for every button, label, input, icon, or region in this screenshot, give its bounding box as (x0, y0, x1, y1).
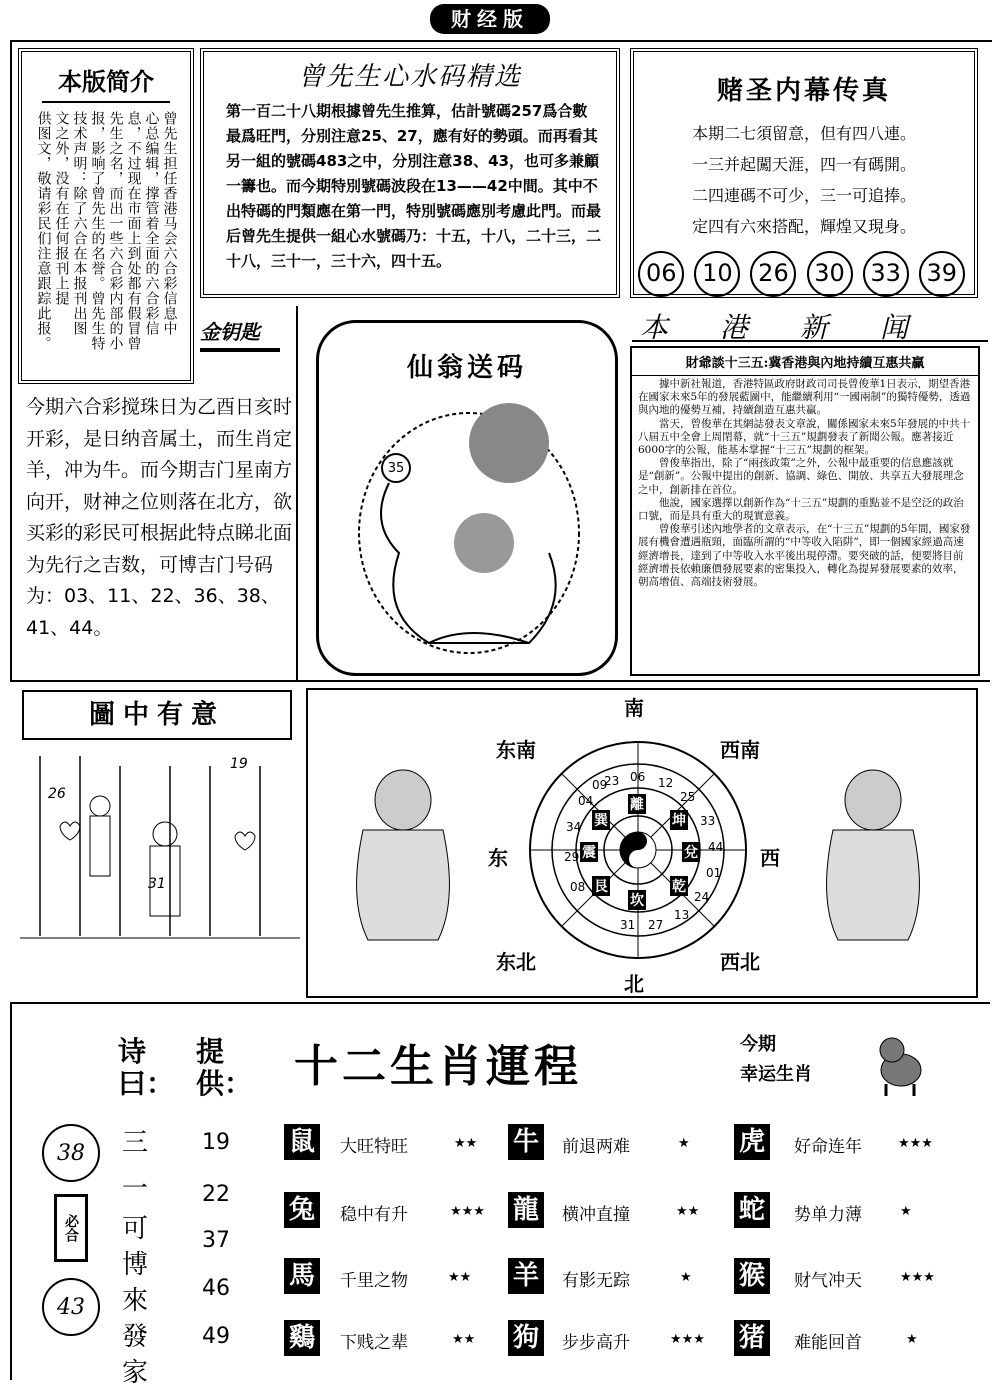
dir-e: 东 (488, 846, 508, 870)
compass-num: 13 (674, 908, 690, 922)
zodiac-char: 狗 (508, 1320, 544, 1356)
zodiac-text: 稳中有升 (340, 1205, 408, 1225)
news-para: 曾俊華指出，除了“兩孩政策”之外，公報中最重要的信息應該就是“創新”。公報中提出的創新、協調、綠色、開放、共享五大發展理念之中，創新排在首位。 (638, 457, 964, 496)
zodiac-text: 千里之物 (340, 1271, 408, 1291)
provider-num: 22 (202, 1182, 230, 1207)
news-headline: 財爺談十三五:冀香港與內地持續互惠共贏 (632, 348, 978, 376)
dir-w: 西 (760, 846, 780, 870)
dusheng-number: 10 (694, 251, 740, 297)
provider-num: 37 (202, 1228, 230, 1253)
news-para: 曾俊華引述內地學者的文章表示，在“十三五”規劃的5年間，國家發展有機會遭遇瓶頸，面臨所謂的“中等收入陷阱”，即一個國家經過高速經濟增長，達到了中等收入水平後出現停滯。要突破的話，便要將目前經濟增長依賴廉價發展要素的密集投入，轉化為提昇發展要素的效率，朝高增值、高端技術發展。 (638, 523, 971, 589)
dir-sw: 西南 (720, 738, 760, 762)
dusheng-number: 30 (807, 251, 853, 297)
lucky-animal-icon (866, 1028, 936, 1098)
zodiac-stars: ★ (906, 1332, 918, 1347)
zodiac-sub1: 今期 (740, 1034, 776, 1055)
bottom-frame (10, 1004, 12, 1380)
compass-num: 34 (566, 820, 582, 834)
seal-top: 38 (42, 1124, 100, 1182)
tuzhong-num: 26 (48, 786, 66, 802)
caishen-underline (200, 348, 280, 352)
dusheng-number: 26 (750, 251, 796, 297)
seal-bot: 43 (42, 1278, 100, 1336)
poem-line: 三 (122, 1128, 149, 1158)
zodiac-stars: ★ (900, 1204, 912, 1219)
intro-col: 供图文，敬请彩民们注意跟踪此报。 (35, 111, 52, 351)
zodiac-char: 鷄 (284, 1320, 320, 1356)
xinshui-text: 第一百二十八期根據曾先生推算，估計號碼257爲合數最爲旺門，分別注意25、27，應有好的勢頭。而再看其另一組的號碼483之中，分別注意38、43，也可多兼顧一籌也。而今期特別號碼波段在13——42中間。其中不出特碼的門類應在第一門，特別號碼應別考慮此門。而最后曾先生提供一組心水號碼乃：十五，十八，二十三，二十八，三十一，三十六，四十五。 (226, 102, 602, 270)
zodiac-stars: ★ (680, 1270, 692, 1285)
compass-num: 06 (630, 770, 646, 784)
xianweng-number: 35 (381, 453, 411, 483)
zodiac-char: 馬 (284, 1258, 320, 1294)
news-para: 據中新社報道，香港特區政府財政司司長曾俊華1日表示，期望香港在國家未來5年的發展藍圖中，能繼續利用“一國兩制”的獨特優勢，透過與內地的優勢互補，持續創造互惠共贏。 (638, 378, 971, 417)
dusheng-box (630, 48, 978, 298)
zodiac-text: 难能回首 (794, 1333, 862, 1353)
zodiac-stars: ★★★ (900, 1270, 935, 1285)
zodiac-char: 牛 (508, 1124, 544, 1160)
xinshui-title: 曾先生心水码精选 (297, 62, 522, 92)
zodiac-char: 猴 (734, 1258, 770, 1294)
dusheng-number: 06 (638, 251, 684, 297)
dusheng-title: 赌圣内幕传真 (716, 76, 891, 106)
poem-line: 發 (122, 1322, 149, 1352)
compass-box (306, 688, 978, 998)
caishen-text: 今期六合彩搅珠日为乙酉日亥时开彩，是日纳音属土，而生肖定羊，冲为牛。而今期吉门星南方向开，财神之位则落在北方，欲买彩的彩民可根据此特点睇北面为先行之吉数，可博吉门号码为：03、11、22、36、38、41、44。 (26, 396, 293, 639)
compass-inner: 巽 (592, 810, 610, 830)
zodiac-stars: ★★★ (450, 1204, 485, 1219)
dir-se: 东南 (496, 738, 536, 762)
intro-col: 先生之名，而出一些六合彩内部的小 (107, 111, 124, 351)
dir-nw: 西北 (720, 950, 760, 974)
compass-inner: 艮 (592, 876, 610, 896)
zodiac-stars: ★★ (452, 1332, 476, 1347)
compass-num: 01 (706, 866, 722, 880)
intro-col: 报，影响了曾先生的名誉。曾先生特 (89, 111, 106, 351)
tuzhong-num: 31 (148, 876, 166, 892)
intro-box (18, 48, 194, 384)
zodiac-text: 前退两难 (562, 1137, 630, 1157)
zodiac-text: 财气冲天 (794, 1271, 862, 1291)
poem-line: 家 (122, 1358, 149, 1388)
zodiac-char: 猪 (734, 1320, 770, 1356)
zodiac-text: 好命连年 (794, 1137, 862, 1157)
xianweng-illustration (329, 383, 609, 663)
divider (296, 306, 298, 680)
intro-col: 息，不过现在市面上到处都有假冒曾 (125, 111, 142, 351)
dir-n: 北 (624, 972, 644, 996)
zodiac-text: 步步高升 (562, 1333, 630, 1353)
xianweng-box (316, 320, 618, 676)
poem-line: 可 (122, 1214, 149, 1244)
news-box (630, 346, 980, 676)
zodiac-char: 虎 (734, 1124, 770, 1160)
xinshui-box (200, 48, 620, 298)
zodiac-char: 龍 (508, 1192, 544, 1228)
seal-mid: 必合 (54, 1194, 88, 1262)
intro-title: 本版简介 (42, 62, 170, 103)
zodiac-stars: ★★ (448, 1270, 472, 1285)
provider-num: 46 (202, 1276, 230, 1301)
poem-line: 博 (122, 1250, 149, 1280)
compass-num: 31 (620, 918, 636, 932)
compass-num: 04 (578, 794, 594, 808)
intro-col: 曾先生担任香港马会六合彩信息中 (161, 111, 178, 336)
divider (10, 680, 990, 682)
compass-num: 33 (700, 814, 716, 828)
tuzhong-title-box (22, 690, 292, 740)
dusheng-number: 39 (919, 251, 965, 297)
zodiac-sub2: 幸运生肖 (740, 1064, 812, 1085)
poem-label: 诗曰： (118, 1035, 175, 1100)
provider-num: 49 (202, 1324, 230, 1349)
compass-num: 44 (708, 840, 724, 854)
dir-ne: 东北 (496, 950, 536, 974)
zodiac-text: 下贱之辈 (340, 1333, 408, 1353)
tuzhong-cartoon (20, 746, 300, 946)
tuzhong-title: 圖中有意 (88, 700, 225, 730)
zodiac-text: 有影无踪 (562, 1271, 630, 1291)
tuzhong-num: 19 (230, 756, 248, 772)
figure-right (808, 750, 938, 950)
edition-badge: 财经版 (430, 4, 550, 34)
compass-num: 25 (680, 790, 696, 804)
compass-num: 12 (658, 776, 674, 790)
zodiac-char: 鼠 (284, 1124, 320, 1160)
intro-col: 文之外，没有在任何报刊上提 (53, 111, 70, 306)
zodiac-text: 势单力薄 (794, 1205, 862, 1225)
dusheng-line: 本期二七須留意，但有四八連。 (691, 124, 916, 143)
compass-inner: 兌 (682, 842, 700, 862)
news-para: 當天，曾俊華在其網誌發表文章說，關係國家未來5年發展的中共十八屆五中全會上周閉幕，就“十三五”規劃發表了新聞公報。應著接近6000字的公報，能基本掌握“十三五”規劃的框架。 (638, 417, 971, 457)
dusheng-line: 二四連碼不可少，三一可追捧。 (691, 186, 916, 205)
zodiac-char: 羊 (508, 1258, 544, 1294)
divider (10, 1002, 990, 1004)
compass-num: 27 (648, 918, 664, 932)
provider-num: 19 (202, 1130, 230, 1155)
dusheng-line: 一三并起闖天涯，四一有碼開。 (691, 155, 916, 174)
news-para: 他說，國家選擇以創新作為“十三五”規劃的重點並不是空泛的政治口號，而是具有重大的現實意義。 (638, 496, 964, 523)
intro-col: 心总编辑，撑管着全面的六合彩信 (143, 111, 160, 336)
intro-body (22, 111, 190, 351)
compass-num: 09 (592, 778, 608, 792)
zodiac-char: 蛇 (734, 1192, 770, 1228)
zodiac-stars: ★★★ (898, 1136, 933, 1151)
compass-inner: 乾 (670, 876, 688, 896)
compass-num: 23 (604, 774, 620, 788)
zodiac-char: 兔 (284, 1192, 320, 1228)
compass-num: 29 (564, 850, 580, 864)
news-body (632, 376, 978, 591)
dusheng-number: 33 (863, 251, 909, 297)
dir-s: 南 (624, 696, 644, 720)
compass-inner: 坎 (628, 890, 646, 910)
caishen-label: 金钥匙 (200, 320, 260, 344)
intro-col: 技术声明：除了六合在本报刊出图 (71, 111, 88, 336)
zodiac-text: 大旺特旺 (340, 1137, 408, 1157)
zodiac-title: 十二生肖運程 (294, 1041, 582, 1092)
poem-line: 來 (122, 1286, 149, 1316)
poem-line: 一 (122, 1174, 149, 1204)
zodiac-stars: ★★★ (670, 1332, 705, 1347)
compass-inner: 坤 (670, 810, 688, 830)
zodiac-stars: ★ (678, 1136, 690, 1151)
zodiac-stars: ★★ (454, 1136, 478, 1151)
figure-left (338, 750, 468, 950)
dusheng-line: 定四有六來搭配，輝煌又現身。 (691, 217, 916, 236)
provider-label: 提供： (196, 1035, 253, 1100)
news-banner: 本港新闻 (632, 306, 988, 342)
zodiac-stars: ★★ (676, 1204, 700, 1219)
dusheng-numbers (634, 251, 974, 297)
compass-inner: 震 (580, 842, 598, 862)
zodiac-text: 横冲直撞 (562, 1205, 630, 1225)
compass-num: 08 (570, 880, 586, 894)
compass-num: 24 (694, 890, 710, 904)
xianweng-title: 仙翁送码 (406, 353, 527, 383)
compass-inner: 離 (628, 794, 646, 814)
